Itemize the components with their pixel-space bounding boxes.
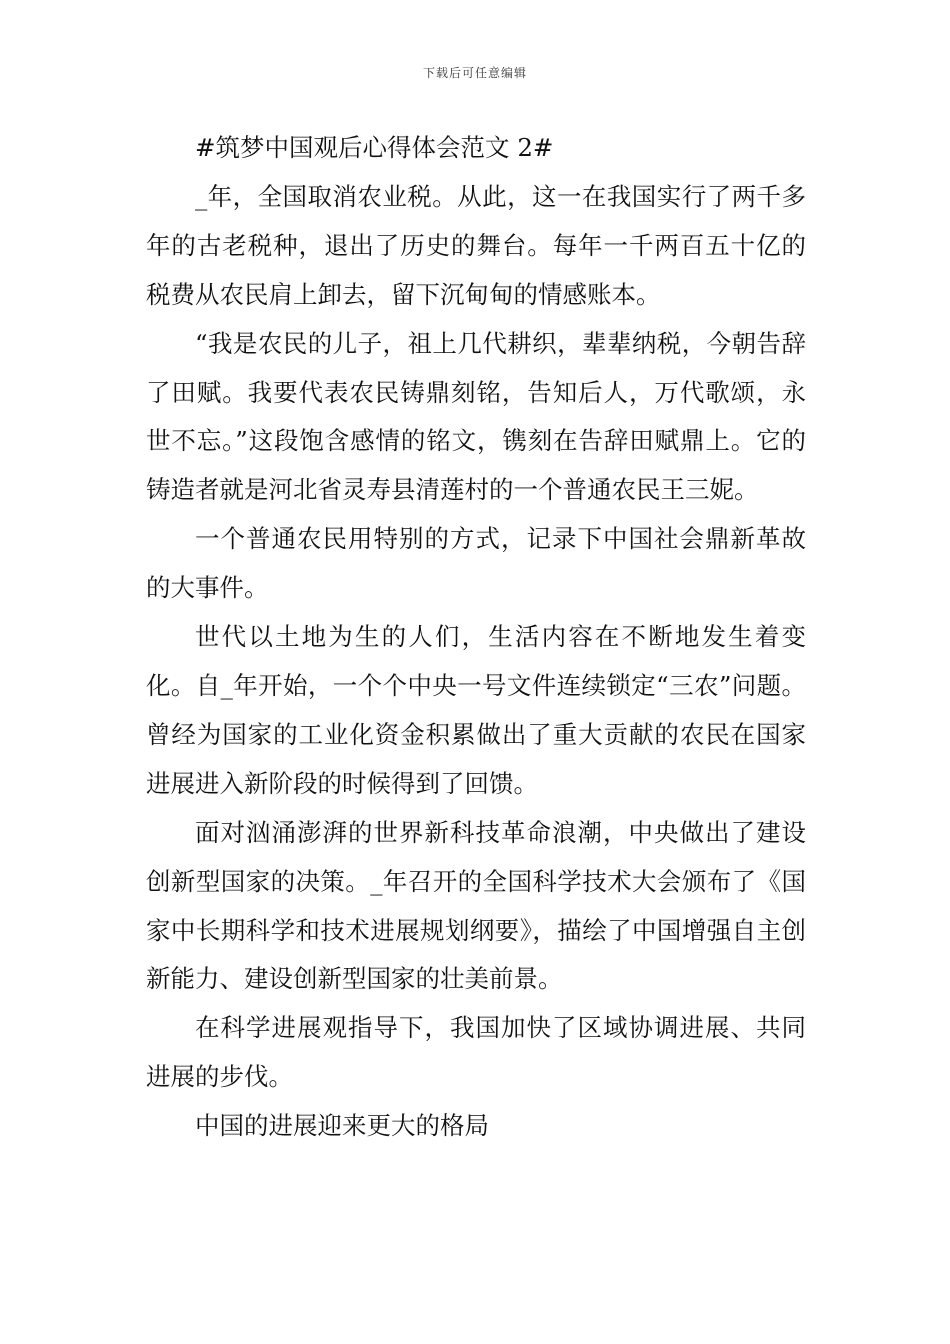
paragraph-4: 世代以土地为生的人们，生活内容在不断地发生着变化。自_年开始，一个个中央一号文件连续锁定“三农”问题。曾经为国家的工业化资金积累做出了重大贡献的农民在国家进展进入新阶段的时候得到了回馈。 <box>146 622 806 798</box>
paragraph-5: 面对汹涌澎湃的世界新科技革命浪潮，中央做出了建设创新型国家的决策。_年召开的全国科学技术大会颁布了《国家中长期科学和技术进展规划纲要》，描绘了中国增强自主创新能力、建设创新型国家的壮美前景。 <box>146 817 806 994</box>
page-header-note: 下载后可任意编辑 <box>422 66 527 80</box>
document-body <box>146 124 806 1151</box>
paragraph-7: 中国的进展迎来更大的格局 <box>195 1111 489 1141</box>
document-title: #筑梦中国观后心得体会范文 2# <box>195 133 554 162</box>
paragraph-3: 一个普通农民用特别的方式，记录下中国社会鼎新革故的大事件。 <box>146 524 806 603</box>
paragraph-1: _年，全国取消农业税。从此，这一在我国实行了两千多年的古老税种，退出了历史的舞台。每年一千两百五十亿的税费从农民肩上卸去，留下沉甸甸的情感账本。 <box>146 181 806 309</box>
paragraph-6: 在科学进展观指导下，我国加快了区域协调进展、共同进展的步伐。 <box>146 1013 806 1092</box>
paragraph-2: “我是农民的儿子，祖上几代耕织，辈辈纳税，今朝告辞了田赋。我要代表农民铸鼎刻铭，告知后人，万代歌颂，永世不忘。”这段饱含感情的铭文，镌刻在告辞田赋鼎上。它的铸造者就是河北省灵寿县清莲村的一个普通农民王三妮。 <box>146 328 806 505</box>
